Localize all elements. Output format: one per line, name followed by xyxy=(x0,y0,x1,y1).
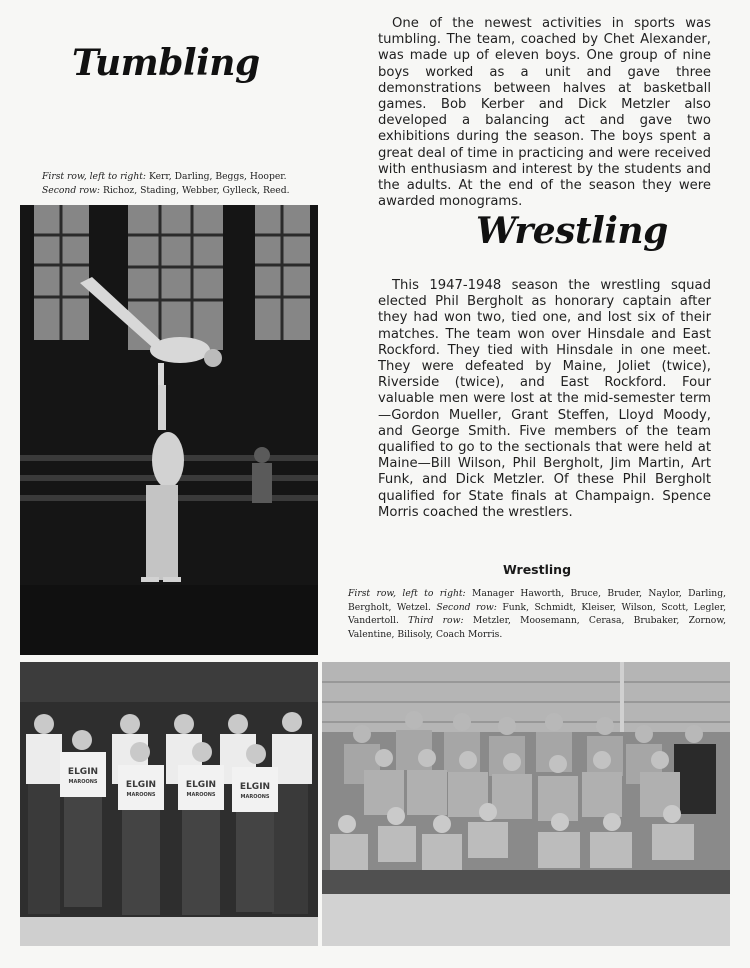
wrestling-caption-row2-label: Second row: xyxy=(436,601,497,613)
tumbling-balancing-act-photo xyxy=(20,205,318,655)
tumbling-caption-row1-label: First row, left to right: xyxy=(42,171,147,182)
wrestling-caption-title: Wrestling xyxy=(502,562,572,577)
wrestling-heading: Wrestling xyxy=(476,210,668,252)
tumbling-team-photo-art xyxy=(20,662,318,946)
tumbling-caption xyxy=(42,170,322,197)
wrestling-caption-row2-names: Funk, Schmidt, Kleiser, Wilson, Scott, Legler, Vandertoll. xyxy=(348,601,727,626)
wrestling-squad-photo xyxy=(322,662,730,946)
wrestling-paragraph: This 1947-1948 season the wrestling squad elected Phil Bergholt as honorary captain after they had won two, tied one, and lost six of their matches. The team won over Hinsdale and East Rockford. They tied with Hinsdale in one meet. They were defeated by Maine, Joliet (twice), Riverside (twice), and East Rockford. Four valuable men were lost at the mid-semester term—Gordon Mueller, Grant Steffen, Lloyd Moody, and George Smith. Five members of the team qualified to go to the sectionals that were held at Maine—Bill Wilson, Phil Bergholt, Jim Martin, Art Funk, and Dick Metzler. Of these Phil Bergholt qualified for State finals at Champaign. Spence Morris coached the wrestlers. xyxy=(378,278,711,520)
wrestling-caption-row1-label: First row, left to right: xyxy=(348,588,466,599)
shirt-subtext: MAROONS xyxy=(68,779,98,785)
shirt-subtext: MAROONS xyxy=(240,794,270,800)
tumbling-caption-row2-label: Second row: xyxy=(42,184,101,196)
shirt-subtext: MAROONS xyxy=(186,792,216,798)
wrestling-caption-row3-names: Metzler, Moosemann, Cerasa, Brubaker, Zornow, Valentine, Bilisoly, Coach Morris. xyxy=(348,615,727,640)
shirt-text: ELGIN xyxy=(185,780,217,790)
tumbling-team-photo xyxy=(20,662,318,946)
tumbling-caption-row2-names: Richoz, Stading, Webber, Gylleck, Reed. xyxy=(102,184,290,196)
tumbling-photo-art xyxy=(20,205,318,655)
wrestling-photo-art xyxy=(322,662,730,946)
shirt-subtext: MAROONS xyxy=(126,792,156,798)
tumbling-paragraph: One of the newest activities in sports was tumbling. The team, coached by Chet Alexander, was made up of eleven boys. One group of nine boys worked as a unit and gave three demonstrations between halves at basketball games. Bob Kerber and Dick Metzler also developed a balancing act and gave two exhibitions during the season. The boys spent a great deal of time in practicing and were received with enthusiasm and interest by the students and the adults. At the end of the season they were awarded monograms. xyxy=(378,16,711,210)
shirt-text: ELGIN xyxy=(67,767,99,777)
shirt-text: ELGIN xyxy=(125,780,157,790)
tumbling-heading: Tumbling xyxy=(72,42,260,84)
wrestling-caption-row3-label: Third row: xyxy=(408,615,464,626)
shirt-text: ELGIN xyxy=(239,782,271,792)
tumbling-caption-row1-names: Kerr, Darling, Beggs, Hooper. xyxy=(148,171,287,182)
wrestling-caption-row1-names: Manager Haworth, Bruce, Bruder, Naylor, Darling, Bergholt, Wetzel. xyxy=(348,588,726,613)
wrestling-caption xyxy=(348,587,726,641)
